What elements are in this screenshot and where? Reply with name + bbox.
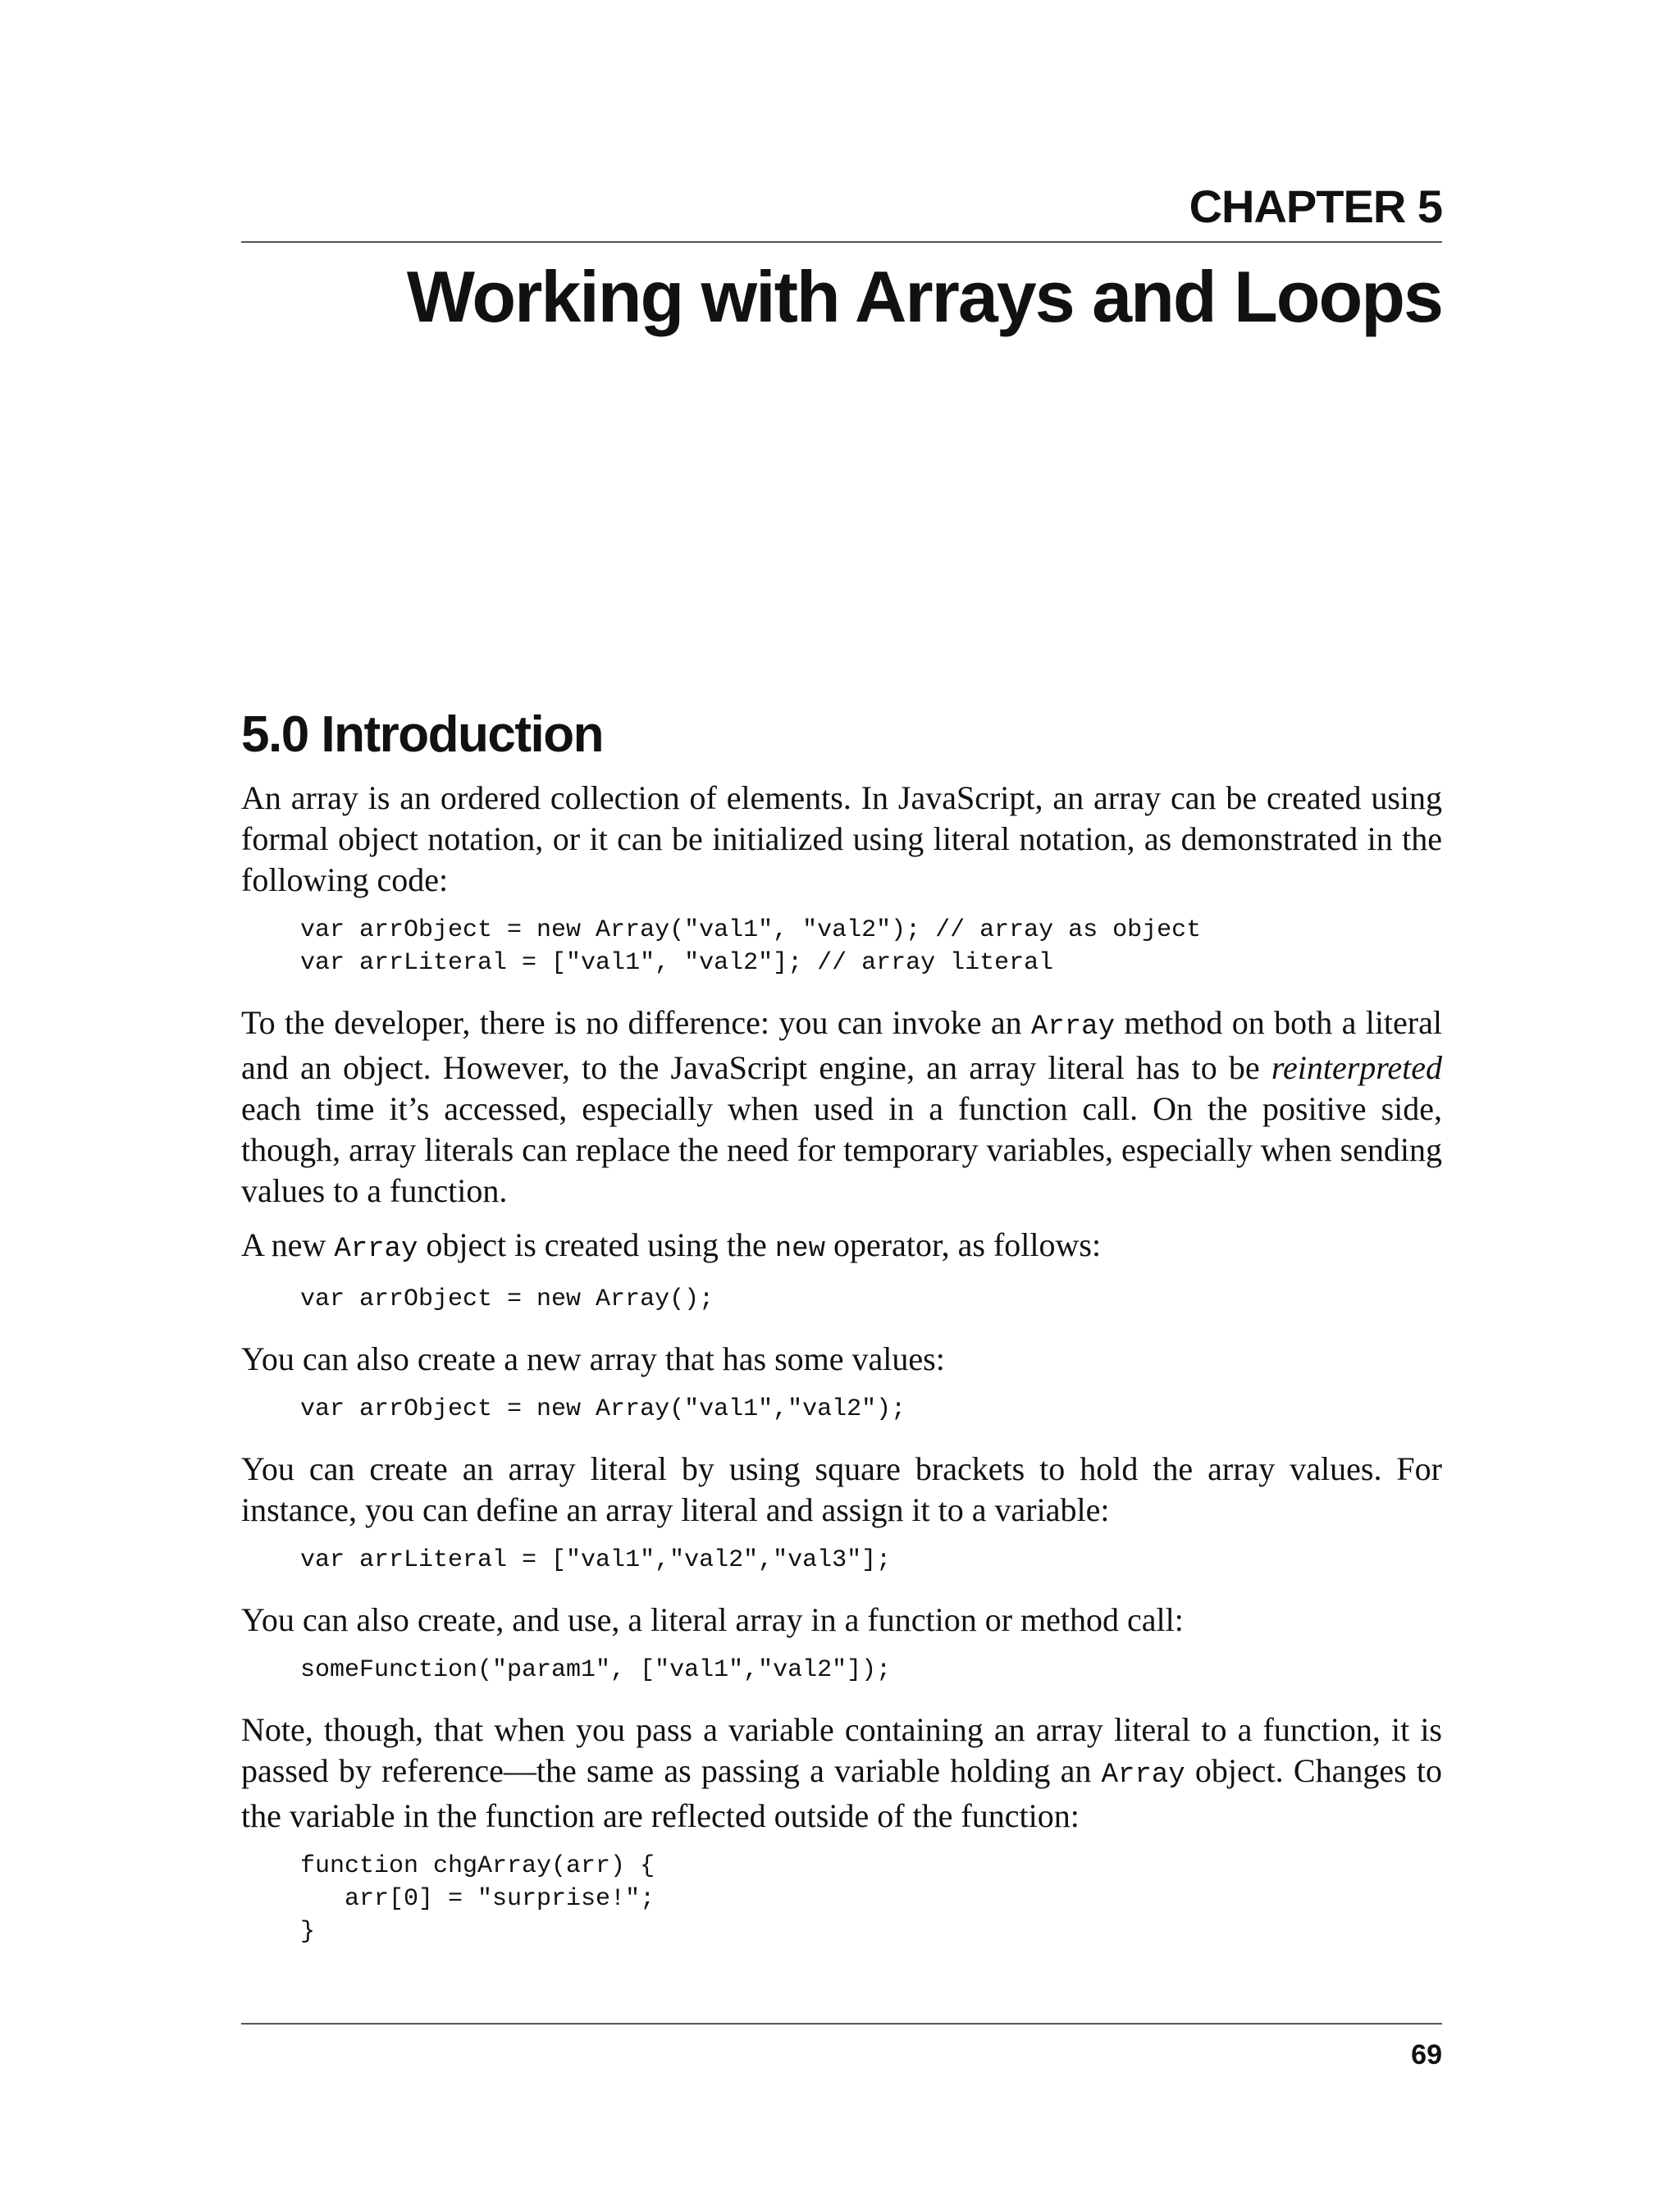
code-block-2: var arrObject = new Array(); (300, 1285, 714, 1314)
paragraph-6: You can also create, and use, a literal array in a function or method call: (241, 1601, 1184, 1639)
code-block-5: someFunction("param1", ["val1","val2"]); (300, 1656, 892, 1685)
code-block-3: var arrObject = new Array("val1","val2"); (300, 1395, 906, 1424)
text-span: object is created using the (418, 1226, 775, 1264)
code-block-4: var arrLiteral = ["val1","val2","val3"]; (300, 1546, 892, 1575)
footer-rule (241, 2023, 1442, 2025)
inline-code: Array (1030, 1011, 1115, 1043)
main-content (241, 707, 1442, 1971)
paragraph-5: You can create an array literal by using square brackets to hold the array values. For instance, you can define an array literal and assign it to a variable: (241, 1450, 1442, 1529)
text-span: object. Changes to the variable in the function are reflected outside of the function: (241, 1752, 1442, 1835)
text-span: operator, as follows: (825, 1226, 1102, 1264)
paragraph-7 (241, 1710, 1442, 1837)
text-span: each time it’s accessed, especially when used in a function call. On the positive side, though, array literals can replace the need for temporary variables, especially when sending values to a function. (241, 1090, 1442, 1210)
chapter-label: CHAPTER 5 (1189, 180, 1442, 232)
text-span: method on both a literal and an object. However, to the JavaScript engine, an array literal has to be (241, 1004, 1442, 1087)
emphasis-text: reinterpreted (1271, 1049, 1442, 1087)
paragraph-2 (241, 1002, 1442, 1212)
code-block-1: var arrObject = new Array("val1", "val2"); // array as object var arrLiteral = ["val1", "val2"]; // array literal (300, 916, 1202, 978)
chapter-rule (241, 241, 1442, 243)
inline-code: Array (1101, 1760, 1185, 1792)
inline-code: new (774, 1234, 825, 1266)
page-number: 69 (1411, 2039, 1442, 2070)
code-block-6: function chgArray(arr) { arr[0] = "surprise!"; } (300, 1852, 655, 1947)
text-span: To the developer, there is no difference: you can invoke an (241, 1004, 1031, 1042)
inline-code: Array (334, 1234, 418, 1266)
text-span: Note, though, that when you pass a variable containing an array literal to a function, it is passed by reference—the same as passing a variable holding an (241, 1711, 1442, 1790)
paragraph-1: An array is an ordered collection of elements. In JavaScript, an array can be created using formal object notation, or it can be initialized using literal notation, as demonstrated in the following code: (241, 779, 1442, 899)
chapter-title: Working with Arrays and Loops (406, 256, 1442, 337)
text-span: A new (241, 1226, 335, 1264)
paragraph-3 (241, 1225, 1442, 1270)
paragraph-4: You can also create a new array that has some values: (241, 1340, 945, 1378)
section-heading: 5.0 Introduction (241, 706, 603, 763)
